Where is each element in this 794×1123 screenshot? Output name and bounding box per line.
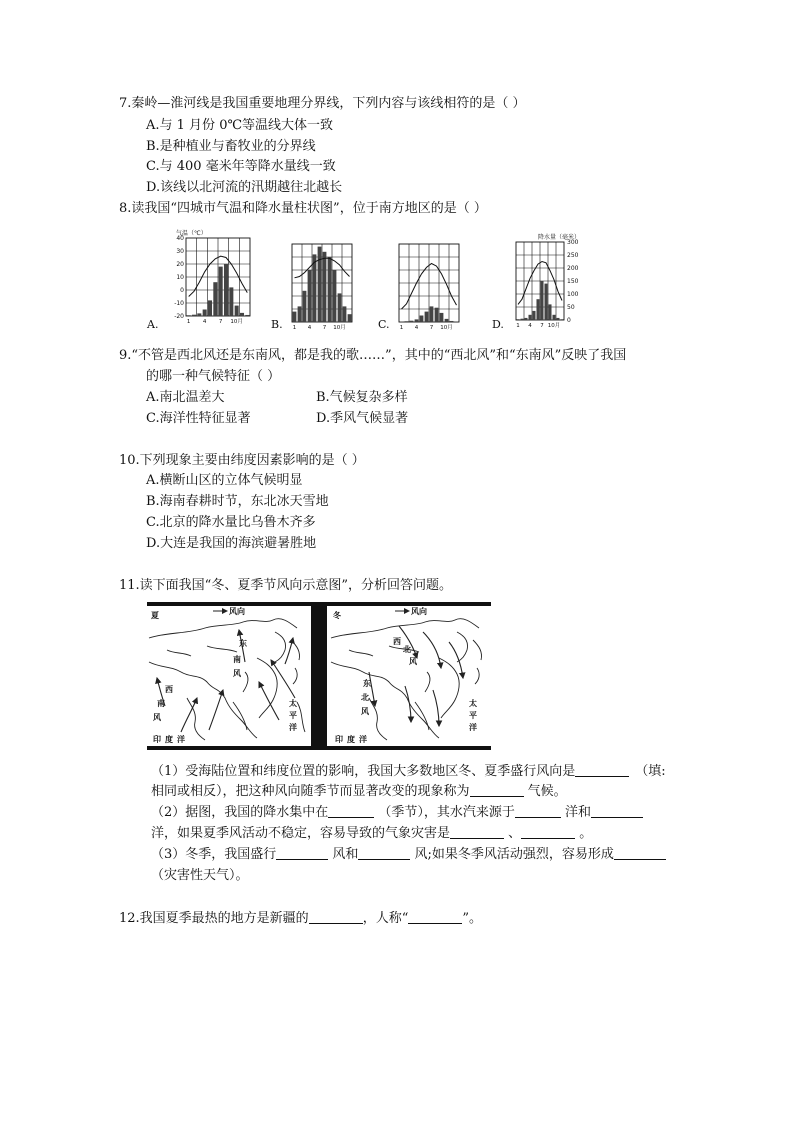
- answer-blank-2[interactable]: [470, 782, 524, 797]
- q11-stem: 11.读下面我国“冬、夏季节风向示意图”，分析回答问题。: [119, 578, 452, 593]
- temp-tick-label: 40: [176, 235, 184, 242]
- map-right-title: 冬: [333, 610, 341, 620]
- precip-bar: [450, 321, 454, 322]
- winter-label-6: 风: [361, 706, 369, 716]
- precip-bar: [293, 312, 297, 322]
- q9-option-b: B.气候复杂多样: [316, 390, 408, 405]
- chart-label-d: D.: [492, 318, 504, 331]
- summer-label-6: 风: [153, 712, 161, 722]
- precip-bar: [430, 306, 434, 322]
- precip-bar: [556, 318, 559, 320]
- q11-part2-line1: [151, 803, 643, 823]
- chart-label-b: B.: [271, 318, 283, 331]
- precip-bar: [197, 313, 201, 316]
- precip-bar: [192, 315, 196, 316]
- month-tick-label: 1: [516, 323, 520, 329]
- q11-p2-text-e: 、: [504, 826, 522, 841]
- month-tick-label: 4: [528, 323, 532, 329]
- precip-tick-label: 50: [567, 304, 575, 311]
- precip-tick-label: 250: [567, 252, 579, 259]
- summer-label-10: 印: [153, 734, 161, 744]
- answer-blank-6[interactable]: [450, 824, 504, 839]
- q9-stem-line1: 9.“不管是西北风还是东南风，都是我的歌……”，其中的“西北风”和“东南风”反映了我国: [119, 348, 627, 363]
- q12-text-c: ”。: [462, 911, 482, 926]
- q10-option-d: D.大连是我国的海滨避暑胜地: [146, 536, 317, 551]
- precip-bar: [213, 282, 217, 316]
- q11-p1-text-c: 相同或相反），把这种风向随季节而显著改变的现象称为: [151, 784, 470, 799]
- precip-bar: [410, 321, 414, 322]
- precip-bar: [298, 306, 302, 322]
- answer-blank-9[interactable]: [358, 845, 410, 860]
- month-tick-label: 4: [307, 325, 312, 331]
- winter-label-7: 太: [469, 698, 477, 708]
- q11-part1-line2: [151, 782, 567, 802]
- q7-stem: 7.秦岭—淮河线是我国重要地理分界线，下列内容与该线相符的是（ ）: [119, 96, 526, 111]
- climate-chart-c: [395, 234, 465, 334]
- precip-bar: [235, 306, 239, 316]
- q11-part1-line1: [151, 762, 666, 782]
- q11-p2-text-c: 洋和: [560, 805, 592, 820]
- summer-label-11: 度: [165, 734, 173, 744]
- precip-bar: [245, 315, 249, 316]
- precip-bar: [333, 270, 337, 322]
- chart-label-c: C.: [378, 318, 390, 331]
- precip-bar: [318, 247, 322, 322]
- q12-text-b: ，人称“: [362, 911, 409, 926]
- precip-tick-label: 200: [567, 265, 579, 272]
- winter-label-9: 洋: [469, 722, 477, 732]
- precip-bar: [348, 314, 352, 322]
- answer-blank-5[interactable]: [591, 803, 643, 818]
- precip-tick-label: 150: [567, 278, 579, 285]
- month-tick-label: 1: [186, 319, 191, 325]
- winter-label-4: 东: [363, 678, 371, 688]
- summer-label-4: 西: [165, 684, 173, 694]
- monsoon-map: [147, 602, 491, 750]
- q11-p1-text-a: （1）受海陆位置和纬度位置的影响，我国大多数地区冬、夏季盛行风向是: [151, 764, 576, 779]
- month-tick-label: 4: [414, 325, 419, 331]
- precip-bar: [445, 319, 449, 322]
- summer-label-8: 平: [289, 710, 297, 720]
- answer-blank-8[interactable]: [276, 845, 328, 860]
- precip-bar: [343, 306, 347, 322]
- month-tick-label: 1: [292, 325, 297, 331]
- summer-label-5: 南: [157, 698, 165, 708]
- q10-option-b: B.海南春耕时节，东北冰天雪地: [146, 494, 329, 509]
- q7-option-d: D.该线以北河流的汛期越往北越长: [146, 180, 343, 195]
- q9-option-d: D.季风气候显著: [316, 411, 409, 426]
- climate-chart-d: [510, 232, 586, 332]
- temp-tick-label: 10: [176, 274, 184, 281]
- q11-p3-text-b: 风和: [328, 847, 359, 862]
- temp-tick-label: -20: [174, 313, 184, 320]
- precip-bar: [303, 291, 307, 322]
- precip-bar: [308, 270, 312, 322]
- precip-bar: [400, 321, 404, 322]
- precip-bar: [338, 293, 342, 322]
- q12-text-a: 12.我国夏季最热的地方是新疆的: [119, 911, 309, 926]
- precip-bar: [425, 312, 429, 322]
- precip-bar: [203, 310, 207, 317]
- map-left-title: 夏: [151, 610, 159, 620]
- summer-label-9: 洋: [289, 722, 297, 732]
- precip-bar: [552, 315, 555, 320]
- precip-tick-label: 100: [567, 291, 579, 298]
- q11-p1-text-d: 气候。: [523, 784, 567, 799]
- summer-label-7: 太: [289, 698, 297, 708]
- precip-bar: [440, 313, 444, 322]
- month-tick-label: 10月: [547, 323, 561, 329]
- precip-bar: [536, 299, 539, 320]
- chart-label-a: A.: [147, 318, 159, 331]
- q10-option-c: C.北京的降水量比乌鲁木齐多: [146, 515, 316, 530]
- precip-bar: [187, 315, 191, 316]
- summer-label-1: 东: [239, 638, 247, 648]
- summer-label-12: 洋: [177, 734, 185, 744]
- precip-bar: [528, 315, 531, 320]
- winter-label-2: 北: [403, 644, 411, 654]
- q9-option-a: A.南北温差大: [146, 390, 225, 405]
- winter-label-1: 西: [393, 636, 401, 646]
- q10-stem: 10.下列现象主要由纬度因素影响的是（ ）: [119, 453, 365, 468]
- winter-label-5: 北: [361, 692, 369, 702]
- precip-bar: [224, 264, 228, 316]
- answer-blank-11[interactable]: [309, 909, 363, 924]
- winter-label-8: 平: [469, 710, 477, 720]
- month-tick-label: 7: [540, 323, 544, 329]
- precip-bar: [435, 308, 439, 322]
- q7-option-c: C.与 400 毫米年等降水量线一致: [146, 159, 336, 174]
- q10-option-a: A.横断山区的立体气候明显: [146, 473, 303, 488]
- winter-label-12: 洋: [359, 734, 367, 744]
- answer-blank-12[interactable]: [408, 909, 462, 924]
- precip-bar: [313, 254, 317, 322]
- q8-stem: 8.读我国“四城市气温和降水量柱状图”，位于南方地区的是（ ）: [119, 201, 487, 216]
- precip-tick-label: 0: [567, 317, 571, 324]
- answer-blank-7[interactable]: [521, 824, 575, 839]
- precip-axis-title: 降水量（毫米）: [538, 234, 581, 241]
- precip-bar: [328, 257, 332, 322]
- q12-line: [119, 909, 482, 929]
- precip-bar: [240, 313, 244, 316]
- precip-bar: [415, 319, 419, 322]
- precip-bar: [208, 300, 212, 316]
- q9-option-c: C.海洋性特征显著: [146, 411, 251, 426]
- month-tick-label: 7: [429, 325, 434, 331]
- precip-bar: [540, 281, 543, 320]
- month-tick-label: 7: [218, 319, 223, 325]
- month-tick-label: 1: [399, 325, 404, 331]
- precip-bar: [455, 321, 459, 322]
- precip-bar: [229, 287, 233, 316]
- temp-tick-label: 30: [176, 248, 184, 255]
- temp-tick-label: 0: [180, 287, 184, 294]
- precip-bar: [219, 267, 223, 316]
- climate-chart-a: [170, 228, 256, 328]
- q11-p3-text-c: 风;如果冬季风活动强烈，容易形成: [410, 847, 614, 862]
- q11-part3-line1: [151, 845, 666, 865]
- q7-option-b: B.是种植业与畜牧业的分界线: [146, 139, 316, 154]
- month-tick-label: 10月: [230, 319, 243, 325]
- precip-bar: [548, 304, 551, 320]
- q9-stem-line2: 的哪一种气候特征（ ）: [146, 369, 281, 384]
- precip-bar: [560, 319, 563, 320]
- q11-p2-text-b: （季节），其水汽来源于: [374, 805, 515, 820]
- precip-tick-label: 300: [567, 239, 579, 246]
- answer-blank-3[interactable]: [328, 803, 374, 818]
- winter-label-11: 度: [347, 734, 355, 744]
- q11-p1-text-b: （填:: [635, 764, 666, 779]
- q11-part2-line2: [151, 824, 592, 844]
- q11-p2-text-d: 洋，如果夏季风活动不稳定，容易导致的气象灾害是: [151, 826, 451, 841]
- precip-bar: [516, 319, 519, 320]
- month-tick-label: 4: [202, 319, 207, 325]
- temp-tick-label: -10: [174, 300, 184, 307]
- answer-blank-1[interactable]: [575, 762, 629, 777]
- map-legend-left: 风向: [229, 606, 245, 616]
- month-tick-label: 7: [322, 325, 327, 331]
- precip-bar: [405, 321, 409, 322]
- precip-bar: [520, 319, 523, 320]
- summer-label-3: 风: [233, 668, 241, 678]
- precip-bar: [524, 318, 527, 320]
- precip-bar: [544, 284, 547, 320]
- map-legend-right: 风向: [411, 606, 427, 616]
- map-divider: [311, 602, 327, 750]
- climate-chart-b: [288, 234, 358, 334]
- answer-blank-4[interactable]: [515, 803, 561, 818]
- q11-p3-text-a: （3）冬季，我国盛行: [151, 847, 277, 862]
- precip-bar: [532, 311, 535, 320]
- q11-p2-text-a: （2）据图，我国的降水集中在: [151, 805, 329, 820]
- precip-bar: [323, 252, 327, 322]
- precip-bar: [420, 316, 424, 323]
- temp-axis-title: 气温（℃）: [176, 230, 207, 237]
- winter-label-10: 印: [335, 734, 343, 744]
- q7-option-a: A.与 1 月份 0℃等温线大体一致: [146, 118, 334, 133]
- winter-label-3: 风: [409, 656, 417, 666]
- summer-label-2: 南: [233, 654, 241, 664]
- answer-blank-10[interactable]: [614, 845, 666, 860]
- month-tick-label: 10月: [440, 325, 453, 331]
- month-tick-label: 10月: [333, 325, 346, 331]
- temp-tick-label: 20: [176, 261, 184, 268]
- q11-part3-line2: （灾害性天气）。: [151, 868, 249, 883]
- q11-p2-text-f: 。: [575, 826, 593, 841]
